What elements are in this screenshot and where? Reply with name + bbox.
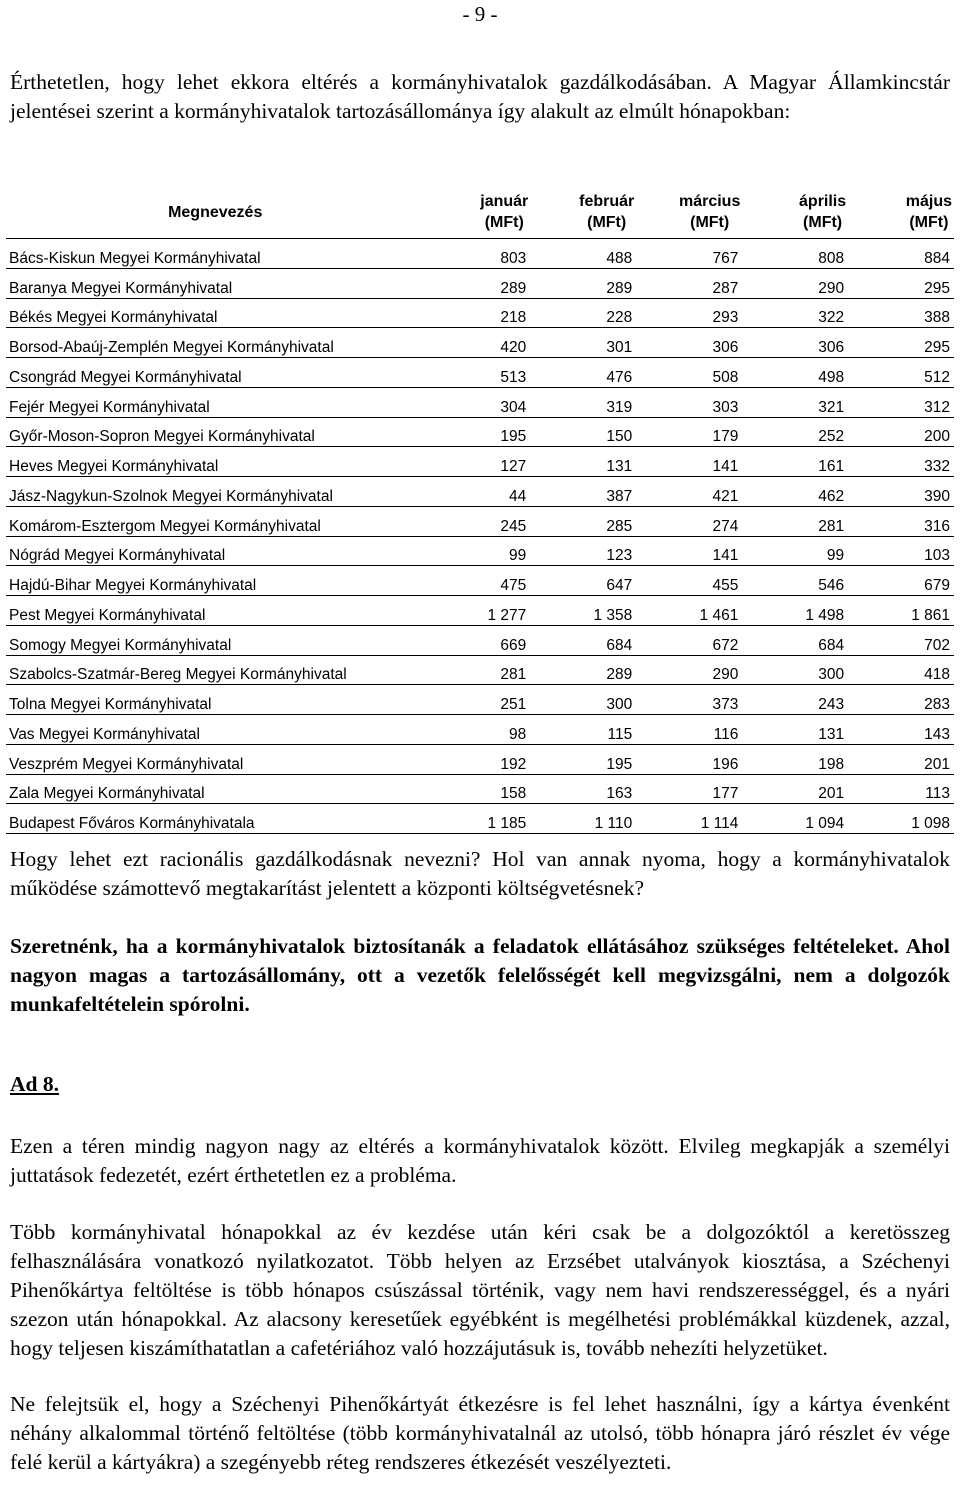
row-office-name: Budapest Főváros Kormányhivatala [6,804,424,834]
row-value-cell: 1 110 [530,804,636,834]
row-value-cell: 127 [424,447,530,477]
row-value-cell: 281 [742,506,848,536]
table-row [6,447,954,477]
row-value-cell: 679 [848,566,954,596]
table-row [6,715,954,745]
row-value-cell: 301 [530,328,636,358]
row-office-name: Bács-Kiskun Megyei Kormányhivatal [6,239,424,269]
row-value-cell: 373 [636,685,742,715]
table-row [6,358,954,388]
row-value-cell: 195 [530,744,636,774]
row-value-cell: 390 [848,477,954,507]
row-value-cell: 462 [742,477,848,507]
row-value-cell: 201 [848,744,954,774]
row-value-cell: 684 [742,625,848,655]
row-value-cell: 295 [848,328,954,358]
row-value-cell: 290 [742,268,848,298]
column-header-april: április (MFt) [799,193,847,231]
table-row [6,417,954,447]
emphasis-paragraph: Szeretnénk, ha a kormányhivatalok biztosítanák a feladatok ellátásához szükséges feltételeket. Ahol nagyon magas a tartozásállomány, ott a vezetők felelősségét kell megvizsgálni, nem a dolgozók munkafeltételein spórolni. [10,934,950,1016]
row-office-name: Nógrád Megyei Kormányhivatal [6,536,424,566]
row-office-name: Pest Megyei Kormányhivatal [6,596,424,626]
row-value-cell: 103 [848,536,954,566]
row-value-cell: 1 185 [424,804,530,834]
row-value-cell: 252 [742,417,848,447]
row-office-name: Zala Megyei Kormányhivatal [6,774,424,804]
table-row [6,239,954,269]
row-value-cell: 808 [742,239,848,269]
row-value-cell: 312 [848,387,954,417]
row-value-cell: 287 [636,268,742,298]
row-value-cell: 143 [848,715,954,745]
row-value-cell: 884 [848,239,954,269]
row-value-cell: 388 [848,298,954,328]
table-row [6,804,954,834]
row-value-cell: 1 094 [742,804,848,834]
row-value-cell: 99 [424,536,530,566]
row-value-cell: 476 [530,358,636,388]
row-value-cell: 163 [530,774,636,804]
row-value-cell: 218 [424,298,530,328]
row-value-cell: 200 [848,417,954,447]
row-value-cell: 290 [636,655,742,685]
page-number: - 9 - [462,2,498,26]
row-value-cell: 283 [848,685,954,715]
row-value-cell: 306 [742,328,848,358]
row-value-cell: 141 [636,536,742,566]
row-office-name: Veszprém Megyei Kormányhivatal [6,744,424,774]
row-value-cell: 513 [424,358,530,388]
row-value-cell: 141 [636,447,742,477]
row-office-name: Békés Megyei Kormányhivatal [6,298,424,328]
table-row [6,744,954,774]
row-value-cell: 300 [530,685,636,715]
row-value-cell: 99 [742,536,848,566]
row-value-cell: 767 [636,239,742,269]
paragraph-ad8-1: Ezen a téren mindig nagyon nagy az eltérés a kormányhivatalok között. Elvileg megkapják a személyi juttatások fedezetét, ezért érthetetlen ez a probléma. [10,1134,950,1187]
row-value-cell: 158 [424,774,530,804]
table-row [6,387,954,417]
table-row [6,685,954,715]
row-value-cell: 281 [424,655,530,685]
table-row [6,566,954,596]
row-value-cell: 150 [530,417,636,447]
row-value-cell: 251 [424,685,530,715]
row-value-cell: 116 [636,715,742,745]
row-value-cell: 669 [424,625,530,655]
row-value-cell: 702 [848,625,954,655]
row-value-cell: 498 [742,358,848,388]
table-row [6,774,954,804]
row-value-cell: 1 277 [424,596,530,626]
table-row [6,536,954,566]
row-value-cell: 245 [424,506,530,536]
column-header-name: Megnevezés [168,203,263,221]
row-value-cell: 488 [530,239,636,269]
row-value-cell: 512 [848,358,954,388]
row-value-cell: 455 [636,566,742,596]
row-value-cell: 179 [636,417,742,447]
row-value-cell: 195 [424,417,530,447]
row-office-name: Jász-Nagykun-Szolnok Megyei Kormányhivatal [6,477,424,507]
row-office-name: Somogy Megyei Kormányhivatal [6,625,424,655]
column-header-may: május (MFt) [905,193,952,231]
row-value-cell: 161 [742,447,848,477]
intro-paragraph: Érthetetlen, hogy lehet ekkora eltérés a kormányhivatalok gazdálkodásában. A Magyar Államkincstár jelentései szerint a kormányhivatalok tartozásállománya így alakult az elmúlt hónapokban: [10,70,950,123]
row-value-cell: 475 [424,566,530,596]
table-row [6,328,954,358]
debt-table [6,186,954,834]
row-office-name: Hajdú-Bihar Megyei Kormányhivatal [6,566,424,596]
row-office-name: Borsod-Abaúj-Zemplén Megyei Kormányhivatal [6,328,424,358]
row-value-cell: 201 [742,774,848,804]
paragraph-ad8-3: Ne felejtsük el, hogy a Széchenyi Pihenőkártyát étkezésre is fel lehet használni, így a kártya évenként néhány alkalommal történő feltöltése (több kormányhivatalnál az utolsó, több hónapra járó részlet év vége felé kerül a kártyákra) a szegényebb réteg rendszeres étkezését veszélyezteti. [10,1392,950,1474]
table-row [6,596,954,626]
table-row [6,477,954,507]
row-value-cell: 289 [424,268,530,298]
row-value-cell: 420 [424,328,530,358]
row-office-name: Tolna Megyei Kormányhivatal [6,685,424,715]
row-value-cell: 684 [530,625,636,655]
row-value-cell: 332 [848,447,954,477]
row-value-cell: 243 [742,685,848,715]
table-row [6,625,954,655]
row-office-name: Győr-Moson-Sopron Megyei Kormányhivatal [6,417,424,447]
row-value-cell: 228 [530,298,636,328]
row-value-cell: 300 [742,655,848,685]
row-value-cell: 196 [636,744,742,774]
row-value-cell: 321 [742,387,848,417]
row-value-cell: 1 114 [636,804,742,834]
row-value-cell: 123 [530,536,636,566]
row-office-name: Heves Megyei Kormányhivatal [6,447,424,477]
table-header-row [6,186,954,239]
row-value-cell: 672 [636,625,742,655]
row-value-cell: 177 [636,774,742,804]
row-value-cell: 131 [530,447,636,477]
row-value-cell: 322 [742,298,848,328]
section-heading: Ad 8. [10,1072,59,1096]
row-value-cell: 192 [424,744,530,774]
column-header-march: március (MFt) [678,193,741,231]
row-office-name: Szabolcs-Szatmár-Bereg Megyei Kormányhivatal [6,655,424,685]
row-value-cell: 546 [742,566,848,596]
row-value-cell: 387 [530,477,636,507]
row-value-cell: 508 [636,358,742,388]
column-header-february: február (MFt) [579,193,635,231]
row-office-name: Vas Megyei Kormányhivatal [6,715,424,745]
row-value-cell: 293 [636,298,742,328]
row-value-cell: 289 [530,268,636,298]
row-value-cell: 418 [848,655,954,685]
table-row [6,268,954,298]
row-office-name: Komárom-Esztergom Megyei Kormányhivatal [6,506,424,536]
table-row [6,655,954,685]
row-value-cell: 306 [636,328,742,358]
row-value-cell: 285 [530,506,636,536]
row-value-cell: 198 [742,744,848,774]
row-value-cell: 421 [636,477,742,507]
row-value-cell: 1 498 [742,596,848,626]
row-value-cell: 44 [424,477,530,507]
row-value-cell: 289 [530,655,636,685]
row-value-cell: 1 461 [636,596,742,626]
row-office-name: Fejér Megyei Kormányhivatal [6,387,424,417]
row-value-cell: 295 [848,268,954,298]
row-value-cell: 1 861 [848,596,954,626]
column-header-january: január (MFt) [480,193,529,231]
row-value-cell: 304 [424,387,530,417]
row-value-cell: 98 [424,715,530,745]
row-value-cell: 803 [424,239,530,269]
row-value-cell: 113 [848,774,954,804]
row-office-name: Csongrád Megyei Kormányhivatal [6,358,424,388]
row-value-cell: 131 [742,715,848,745]
paragraph-ad8-2: Több kormányhivatal hónapokkal az év kezdése után kéri csak be a dolgozóktól a keretösszeg felhasználására vonatkozó nyilatkozatot. Több helyen az Erzsébet utalványok kiosztása, a Széchenyi Pihenőkártya feltöltése is több hónapos csúszással történik, vagy nem havi rendszerességgel, és a nyári szezon után hónapokkal. Az alacsony keresetűek egyébként is megélhetési problémákkal küzdenek, azzal, hogy teljesen kiszámíthatatlan a cafetériához való hozzájutásuk is, tovább nehezíti helyzetüket. [10,1220,950,1360]
row-value-cell: 1 358 [530,596,636,626]
row-value-cell: 316 [848,506,954,536]
table-row [6,298,954,328]
row-value-cell: 303 [636,387,742,417]
row-value-cell: 274 [636,506,742,536]
row-value-cell: 1 098 [848,804,954,834]
table-row [6,506,954,536]
row-value-cell: 319 [530,387,636,417]
question-paragraph: Hogy lehet ezt racionális gazdálkodásnak nevezni? Hol van annak nyoma, hogy a kormányhivatalok működése számottevő megtakarítást jelentett a központi költségvetésnek? [10,847,950,900]
row-office-name: Baranya Megyei Kormányhivatal [6,268,424,298]
row-value-cell: 647 [530,566,636,596]
row-value-cell: 115 [530,715,636,745]
